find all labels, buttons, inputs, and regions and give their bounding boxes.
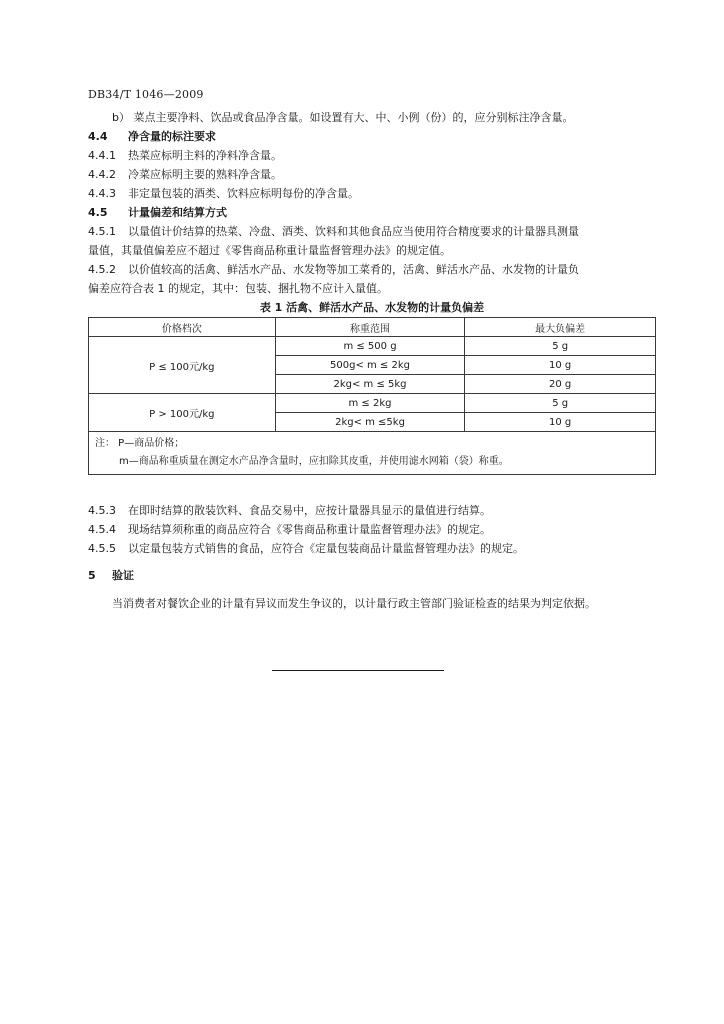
section-number: 4.5 <box>88 206 108 219</box>
section-title: 计量偏差和结算方式 <box>128 206 227 219</box>
deviation-cell: 10 g <box>465 413 656 432</box>
price-cell: P ≤ 100元/kg <box>89 337 276 394</box>
clause-4-4-1 <box>88 146 656 165</box>
clause-4-4-3 <box>88 184 656 203</box>
clause-4-5-1 <box>88 222 656 241</box>
table-note-row <box>89 432 656 475</box>
clause-4-5-2 <box>88 260 656 279</box>
header-price: 价格档次 <box>89 318 276 337</box>
clause-4-4-2 <box>88 165 656 184</box>
table-note <box>89 432 656 475</box>
clause-text: 冷菜应标明主要的熟料净含量。 <box>128 168 282 181</box>
table-title: 表 1 活禽、鲜活水产品、水发物的计量负偏差 <box>259 301 485 314</box>
section-title: 验证 <box>112 569 134 582</box>
clause-4-5-1-cont: 量值，其量值偏差应不超过《零售商品称重计量监督管理办法》的规定值。 <box>88 244 451 257</box>
deviation-cell: 5 g <box>465 337 656 356</box>
deviation-cell: 5 g <box>465 394 656 413</box>
item-b: b） 菜点主要净料、饮品或食品净含量。如设置有大、中、小例（份）的，应分别标注净含量。 <box>112 111 574 124</box>
section-number: 5 <box>88 569 96 582</box>
clause-text: 在即时结算的散装饮料、食品交易中，应按计量器具显示的量值进行结算。 <box>128 504 491 517</box>
clause-4-5-4 <box>88 520 656 539</box>
header-range: 称重范围 <box>275 318 465 337</box>
clause-text: 非定量包装的酒类、饮料应标明每份的净含量。 <box>128 187 359 200</box>
clause-text: 热菜应标明主料的净料净含量。 <box>128 149 282 162</box>
clause-4-5-2-cont: 偏差应符合表 1 的规定，其中：包装、捆扎物不应计入量值。 <box>88 282 388 295</box>
section-number: 4.4 <box>88 130 108 143</box>
section-title: 净含量的标注要求 <box>128 130 216 143</box>
clause-text: 以定量包装方式销售的食品，应符合《定量包装商品计量监督管理办法》的规定。 <box>128 542 524 555</box>
range-cell: 500g< m ≤ 2kg <box>275 356 465 375</box>
doc-code: DB34/T 1046—2009 <box>88 88 204 101</box>
clause-4-5-5 <box>88 539 656 558</box>
deviation-table <box>88 317 656 475</box>
section-4-5-heading <box>88 203 656 222</box>
deviation-cell: 20 g <box>465 375 656 394</box>
post-table-clauses <box>88 501 656 614</box>
end-rule <box>272 670 444 671</box>
clause-number: 4.4.3 <box>88 187 116 200</box>
clause-number: 4.5.2 <box>88 263 116 276</box>
clause-text: 现场结算须称重的商品应符合《零售商品称重计量监督管理办法》的规定。 <box>128 523 491 536</box>
range-cell: m ≤ 2kg <box>275 394 465 413</box>
range-cell: 2kg< m ≤ 5kg <box>275 375 465 394</box>
clause-number: 4.5.5 <box>88 542 116 555</box>
clause-4-5-3 <box>88 501 656 520</box>
table-header-row <box>89 318 656 337</box>
clause-number: 4.4.2 <box>88 168 116 181</box>
clause-number: 4.5.4 <box>88 523 116 536</box>
clause-number: 4.4.1 <box>88 149 116 162</box>
price-cell: P > 100元/kg <box>89 394 276 432</box>
clause-text-line-1: 以价值较高的活禽、鲜活水产品、水发物等加工菜肴的，活禽、鲜活水产品、水发物的计量负 <box>128 263 579 276</box>
table-row <box>89 337 656 356</box>
section-4-4-heading <box>88 127 656 146</box>
table-row <box>89 394 656 413</box>
header-deviation: 最大负偏差 <box>465 318 656 337</box>
clause-number: 4.5.3 <box>88 504 116 517</box>
clause-text-line-1: 以量值计价结算的热菜、冷盘、酒类、饮料和其他食品应当使用符合精度要求的计量器具测量 <box>128 225 579 238</box>
note-line-2: m—商品称重质量在测定水产品净含量时，应扣除其皮重，并使用滤水网箱（袋）称重。 <box>119 456 509 467</box>
clause-number: 4.5.1 <box>88 225 116 238</box>
verification-paragraph: 当消费者对餐饮企业的计量有异议而发生争议的，以计量行政主管部门验证检查的结果为判定依据。 <box>112 597 596 610</box>
document-body <box>88 108 656 614</box>
range-cell: m ≤ 500 g <box>275 337 465 356</box>
note-line-1: 注： P—商品价格； <box>95 438 185 449</box>
deviation-cell: 10 g <box>465 356 656 375</box>
range-cell: 2kg< m ≤5kg <box>275 413 465 432</box>
section-5-heading <box>88 566 656 585</box>
